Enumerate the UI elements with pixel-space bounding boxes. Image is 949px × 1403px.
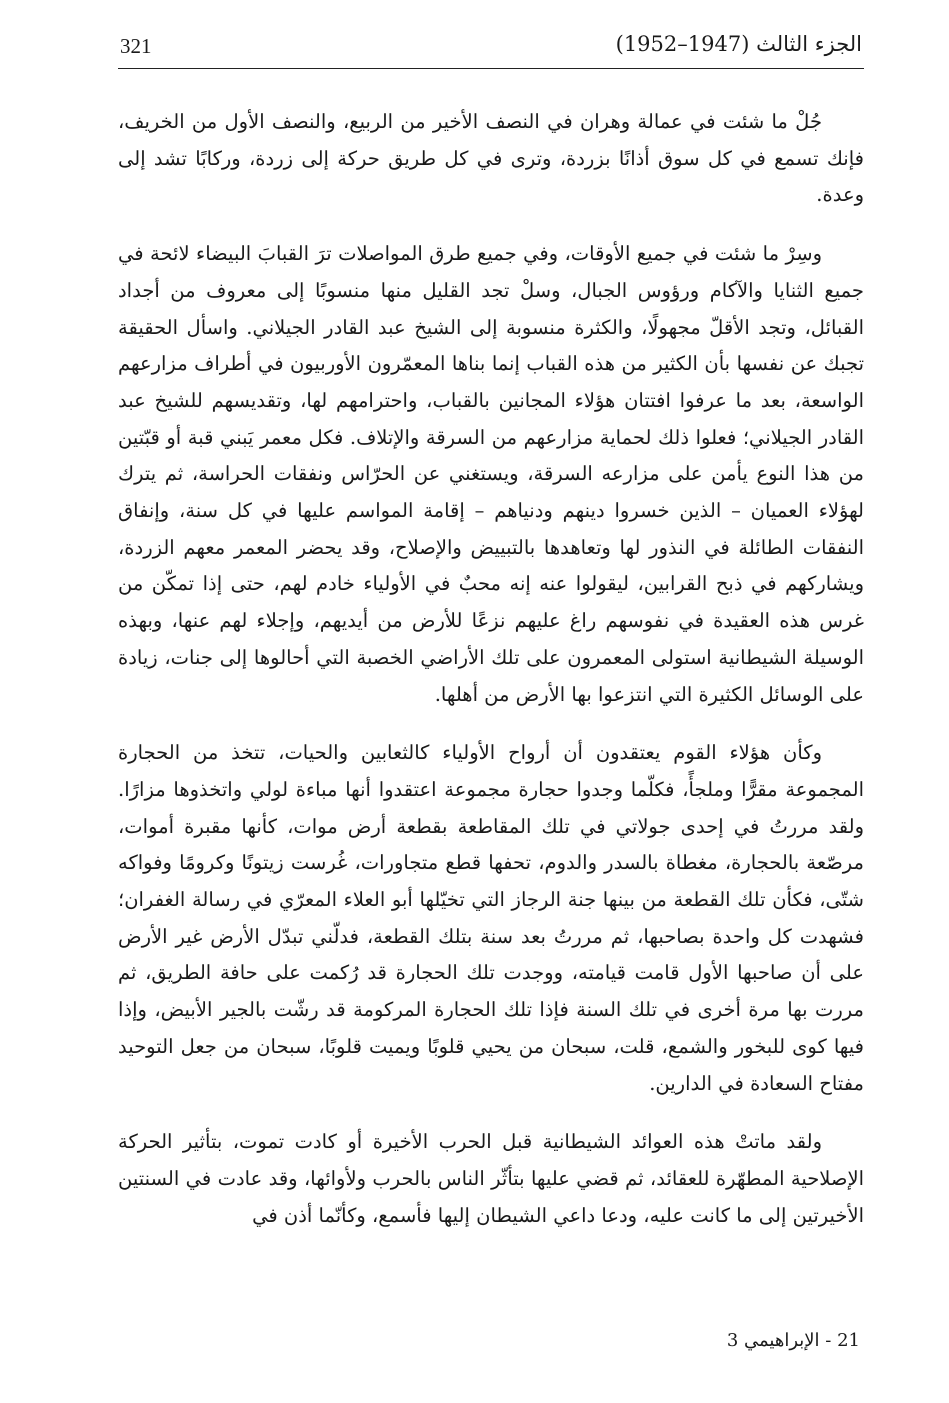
page-header	[118, 30, 864, 64]
page-body	[118, 104, 864, 1234]
footer-signature: 21 - الإبراهيمي 3	[726, 1330, 860, 1351]
header-rule	[118, 68, 864, 69]
paragraph-2: وسِرْ ما شئت في جميع الأوقات، وفي جميع طرق المواصلات ترَ القبابَ البيضاء لائحة في جميع الثنايا والآكام ورؤوس الجبال، وسلْ تجد القليل منها منسوبًا إلى معروف من أجداد القبائل، وتجد الأقلّ مجهولًا، والكثرة منسوبة إلى الشيخ عبد القادر الجيلاني. واسأل الحقيقة تجبك عن نفسها بأن الكثير من هذه القباب إنما بناها المعمّرون الأوربيون في أطراف مزارعهم الواسعة، بعد ما عرفوا افتتان هؤلاء المجانين بالقباب، واحترامهم لها، وتقديسهم للشيخ عبد القادر الجيلاني؛ فعلوا ذلك لحماية مزارعهم من السرقة والإتلاف. فكل معمر يَبني قبة أو قبّتين من هذا النوع يأمن على مزارعه السرقة، ويستغني عن الحرّاس ونفقات الحراسة، ثم يترك لهؤلاء العميان – الذين خسروا دينهم ودنياهم – إقامة المواسم عليها في كل سنة، وإنفاق النفقات الطائلة في النذور لها وتعاهدها بالتبييض والإصلاح، وقد يحضر المعمر معهم الزردة، ويشاركهم في ذبح القرابين، ليقولوا عنه إنه محبٌ في الأولياء خادم لهم، حتى إذا تمكّن من غرس هذه العقيدة في نفوسهم راغ عليهم نزعًا للأرض من أيديهم، وإجلاء لهم عنها، وبهذه الوسيلة الشيطانية استولى المعمرون على تلك الأراضي الخصبة التي أحالوها إلى جنات، زيادة على الوسائل الكثيرة التي انتزعوا بها الأرض من أهلها.	[118, 242, 864, 706]
paragraph-3: وكأن هؤلاء القوم يعتقدون أن أرواح الأولياء كالثعابين والحيات، تتخذ من الحجارة المجموعة مقرًّا وملجأً، فكلّما وجدوا حجارة مجموعة اعتقدوا أنها مباءة لولي واتخذوها مزارًا. ولقد مررتُ في إحدى جولاتي في تلك المقاطعة بقطعة أرض موات، كأنها مقبرة أموات، مرصّعة بالحجارة، مغطاة بالسدر والدوم، تحفها قطع متجاورات، غُرست زيتونًا وكرومًا وفواكه شتّى، فكأن تلك القطعة من بينها جنة الرجاز التي تخيّلها أبو العلاء المعرّي في رسالة الغفران؛ فشهدت كل واحدة بصاحبها، ثم مررتُ بعد سنة بتلك القطعة، فدلّني تبدّل الأرض غير الأرض على أن صاحبها الأول قامت قيامته، ووجدت تلك الحجارة قد رُكمت على حافة الطريق، ثم مررت بها مرة أخرى في تلك السنة فإذا تلك الحجارة المركومة قد رشّت بالجير الأبيض، وإذا فيها كوى للبخور والشمع، قلت، سبحان من يحيي قلوبًا ويميت قلوبًا، سبحان من جعل التوحيد مفتاح السعادة في الدارين.	[118, 741, 864, 1095]
document-page	[118, 30, 864, 1375]
paragraph-1: جُلْ ما شئت في عمالة وهران في النصف الأخير من الربيع، والنصف الأول من الخريف، فإنك تسمع في كل سوق أذانًا بزردة، وترى في كل طريق حركة إلى زردة، وركابًا تشد إلى وعدة.	[118, 110, 864, 207]
running-title: الجزء الثالث (1947–1952)	[615, 32, 862, 56]
paragraph-4: ولقد ماتتْ هذه العوائد الشيطانية قبل الحرب الأخيرة أو كادت تموت، بتأثير الحركة الإصلاحية المطهّرة للعقائد، ثم قضي عليها بتأثّر الناس بالحرب ولأوائها، وقد عادت في السنتين الأخيرتين إلى ما كانت عليه، ودعا داعي الشيطان إليها فأسمع، وكأنّما أذن في	[118, 1130, 864, 1227]
page-number: 321	[120, 34, 152, 58]
